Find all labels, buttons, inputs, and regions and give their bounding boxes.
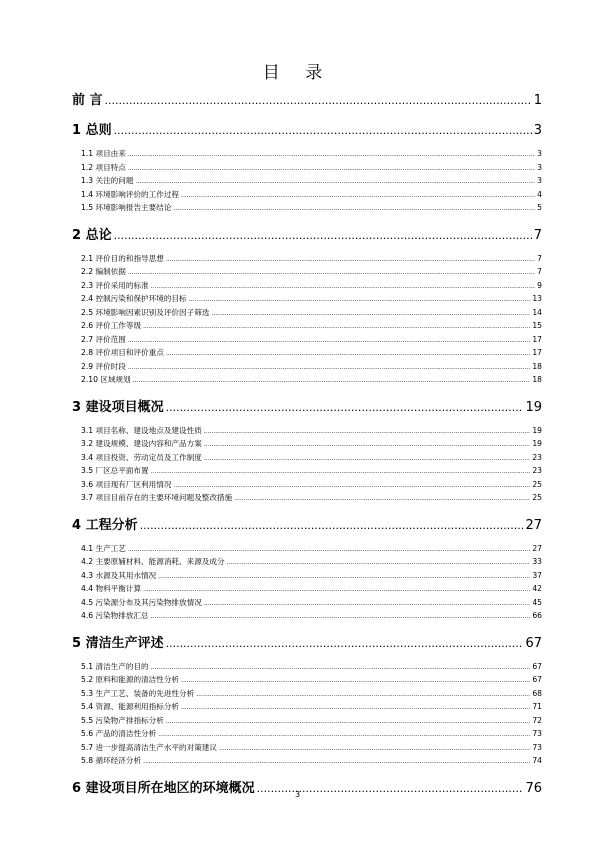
toc-entry-page: 74 — [532, 756, 542, 765]
toc-leader-dots — [227, 556, 531, 570]
toc-entry-page: 9 — [537, 280, 542, 290]
toc-chapter-entry[interactable] — [72, 635, 542, 653]
toc-entry-page: 67 — [532, 661, 542, 671]
toc-title: 目 录 — [262, 63, 333, 83]
toc-entry-label: 5.2 原料和能源的清洁性分析 — [81, 675, 180, 684]
toc-entry-page: 27 — [525, 517, 542, 533]
toc-entry-page: 72 — [532, 715, 542, 725]
toc-leader-dots — [133, 374, 531, 388]
toc-section-entry[interactable] — [72, 437, 542, 451]
toc-entry-page: 71 — [532, 702, 542, 711]
toc-leader-dots — [166, 715, 530, 729]
toc-entry-label: 6 建设项目所在地区的环境概况 — [72, 780, 255, 796]
toc-entry-label: 2.7 评价范围 — [81, 334, 126, 344]
toc-section-entry[interactable] — [72, 754, 542, 768]
toc-entry-page: 23 — [532, 452, 542, 462]
toc-entry-label: 2.3 评价采用的标准 — [81, 280, 149, 290]
toc-section-entry[interactable] — [72, 292, 542, 306]
toc-entry-label: 5.7 进一步提高清洁生产水平的对策建议 — [81, 742, 217, 752]
toc-entry-label: 3.7 项目目前存在的主要环境问题及整改措施 — [81, 493, 233, 502]
toc-section-entry[interactable] — [72, 687, 542, 701]
toc-section-entry[interactable] — [72, 424, 542, 438]
toc-leader-dots — [166, 399, 524, 417]
toc-leader-dots — [151, 465, 531, 479]
toc-entry-page: 19 — [525, 399, 542, 415]
page-number: 3 — [294, 790, 301, 799]
toc-section-entry[interactable] — [72, 279, 542, 293]
toc-entry-label: 2.4 控制污染和保护环境的目标 — [81, 294, 187, 303]
toc-entry-page: 18 — [532, 361, 542, 371]
toc-section-entry[interactable] — [72, 582, 542, 596]
toc-entry-page: 7 — [537, 253, 542, 263]
toc-section-entry[interactable] — [72, 660, 542, 674]
toc-entry-page: 23 — [532, 466, 542, 475]
toc-leader-dots — [181, 701, 530, 715]
toc-section-entry[interactable] — [72, 596, 542, 610]
toc-entry-page: 17 — [532, 348, 542, 357]
toc-leader-dots — [158, 570, 530, 584]
toc-entry-page: 66 — [532, 611, 542, 620]
toc-leader-dots — [219, 742, 530, 756]
toc-chapter-entry[interactable] — [72, 227, 542, 245]
toc-leader-dots — [128, 148, 535, 162]
toc-chapter-entry[interactable] — [72, 517, 542, 535]
toc-section-entry[interactable] — [72, 714, 542, 728]
toc-chapter-entry[interactable] — [72, 399, 542, 417]
toc-entry-label: 2.2 编制依据 — [81, 267, 126, 276]
toc-entry-label: 5.6 产品的清洁性分析 — [81, 729, 157, 738]
toc-entry-page: 13 — [532, 294, 542, 303]
toc-entry-label: 1.3 关注的问题 — [81, 176, 134, 185]
toc-entry-label: 1.1 项目由来 — [81, 149, 126, 158]
toc-section-entry[interactable] — [72, 252, 542, 266]
toc-section-entry[interactable] — [72, 319, 542, 333]
toc-leader-dots — [128, 162, 535, 176]
toc-entry-page: 68 — [532, 688, 542, 698]
toc-entry-label: 1.5 环境影响报告主要结论 — [81, 203, 172, 212]
toc-leader-dots — [204, 425, 531, 439]
toc-leader-dots — [166, 347, 530, 361]
toc-entry-label: 2.8 评价项目和评价重点 — [81, 348, 164, 357]
toc-entry-page: 33 — [532, 557, 542, 566]
toc-leader-dots — [158, 728, 530, 742]
toc-section-entry[interactable] — [72, 360, 542, 374]
toc-section-entry[interactable] — [72, 741, 542, 755]
toc-section-entry[interactable] — [72, 161, 542, 175]
toc-entry-page: 27 — [532, 543, 542, 553]
toc-entry-label: 4.4 物料平衡计算 — [81, 584, 142, 593]
toc-entry-label: 前 言 — [72, 93, 103, 108]
toc-leader-dots — [151, 610, 531, 624]
toc-entry-page: 73 — [532, 742, 542, 752]
toc-entry-page: 17 — [532, 334, 542, 344]
toc-entry-page: 42 — [532, 584, 542, 593]
toc-section-entry[interactable] — [72, 491, 542, 505]
toc-leader-dots — [166, 253, 535, 267]
table-of-contents — [72, 92, 542, 798]
toc-leader-dots — [105, 92, 532, 110]
toc-entry-page: 18 — [532, 375, 542, 384]
toc-leader-dots — [114, 122, 532, 140]
toc-entry-page: 3 — [537, 176, 542, 185]
toc-section-entry[interactable] — [72, 555, 542, 569]
toc-chapter-entry[interactable] — [72, 92, 542, 110]
toc-leader-dots — [204, 438, 531, 452]
toc-entry-page: 25 — [532, 479, 542, 489]
toc-leader-dots — [181, 189, 535, 203]
toc-section-entry[interactable] — [72, 147, 542, 161]
toc-chapter-entry[interactable] — [72, 122, 542, 140]
toc-entry-label: 4.1 生产工艺 — [81, 543, 126, 553]
toc-leader-dots — [128, 266, 535, 280]
toc-entry-label: 3.4 项目投资、劳动定员及工作制度 — [81, 452, 202, 462]
toc-leader-dots — [211, 307, 530, 321]
toc-entry-label: 3 建设项目概况 — [72, 399, 164, 415]
toc-leader-dots — [151, 661, 531, 675]
toc-section-entry[interactable] — [72, 451, 542, 465]
toc-leader-dots — [143, 320, 530, 334]
toc-entry-page: 7 — [537, 267, 542, 276]
toc-section-entry[interactable] — [72, 700, 542, 714]
toc-entry-label: 5.3 生产工艺、装备的先进性分析 — [81, 688, 195, 698]
toc-section-entry[interactable] — [72, 174, 542, 188]
toc-leader-dots — [143, 583, 530, 597]
toc-section-entry[interactable] — [72, 727, 542, 741]
toc-leader-dots — [135, 175, 535, 189]
toc-leader-dots — [189, 293, 531, 307]
toc-entry-label: 5.1 清洁生产的目的 — [81, 661, 149, 671]
toc-entry-label: 1.2 项目特点 — [81, 162, 126, 172]
toc-leader-dots — [128, 334, 530, 348]
toc-leader-dots — [151, 280, 536, 294]
toc-entry-label: 5.8 循环经济分析 — [81, 756, 142, 765]
toc-section-entry[interactable] — [72, 306, 542, 320]
toc-section-entry[interactable] — [72, 569, 542, 583]
toc-entry-page: 45 — [532, 597, 542, 607]
toc-leader-dots — [204, 452, 531, 466]
toc-section-entry[interactable] — [72, 609, 542, 623]
toc-entry-label: 4.3 水源及其用水情况 — [81, 570, 157, 580]
toc-entry-label: 2.6 评价工作等级 — [81, 321, 142, 330]
toc-entry-page: 3 — [537, 162, 542, 172]
toc-entry-label: 3.2 建设规模、建设内容和产品方案 — [81, 439, 202, 448]
toc-entry-page: 15 — [532, 321, 542, 330]
toc-entry-label: 5 清洁生产评述 — [72, 635, 164, 651]
toc-leader-dots — [204, 597, 531, 611]
toc-section-entry[interactable] — [72, 333, 542, 347]
toc-section-entry[interactable] — [72, 373, 542, 387]
toc-entry-page: 37 — [532, 570, 542, 580]
toc-entry-label: 2.1 评价目的和指导思想 — [81, 253, 164, 263]
toc-entry-label: 3.6 项目现有厂区利用情况 — [81, 479, 172, 489]
toc-entry-page: 67 — [532, 675, 542, 684]
toc-entry-label: 2.5 环境影响因素识别及评价因子筛选 — [81, 307, 210, 317]
toc-entry-label: 3.5 厂区总平面布置 — [81, 466, 149, 475]
toc-entry-page: 19 — [532, 425, 542, 435]
toc-entry-label: 4.6 污染物排放汇总 — [81, 611, 149, 620]
toc-entry-label: 4 工程分析 — [72, 517, 138, 533]
toc-leader-dots — [173, 479, 530, 493]
toc-entry-page: 4 — [537, 189, 542, 199]
toc-entry-label: 5.4 资源、能源利用指标分析 — [81, 702, 180, 711]
toc-entry-page: 1 — [533, 93, 542, 108]
toc-leader-dots — [181, 674, 530, 688]
toc-entry-label: 5.5 污染物产排指标分析 — [81, 715, 164, 725]
toc-leader-dots — [196, 688, 530, 702]
toc-entry-page: 67 — [525, 635, 542, 651]
toc-leader-dots — [114, 227, 532, 245]
toc-entry-page: 3 — [537, 149, 542, 158]
toc-entry-page: 25 — [532, 493, 542, 502]
toc-entry-label: 3.1 项目名称、建设地点及建设性质 — [81, 425, 202, 435]
toc-entry-page: 19 — [532, 439, 542, 448]
toc-entry-label: 4.5 污染源分布及其污染物排放情况 — [81, 597, 202, 607]
toc-leader-dots — [143, 755, 530, 769]
toc-entry-page: 3 — [533, 123, 542, 138]
toc-entry-page: 7 — [533, 227, 542, 243]
toc-section-entry[interactable] — [72, 201, 542, 215]
toc-entry-label: 2.10 区域规划 — [81, 375, 131, 384]
toc-leader-dots — [173, 202, 535, 216]
toc-entry-label: 1.4 环境影响评价的工作过程 — [81, 189, 180, 199]
toc-section-entry[interactable] — [72, 464, 542, 478]
toc-leader-dots — [140, 517, 524, 535]
toc-section-entry[interactable] — [72, 188, 542, 202]
toc-leader-dots — [234, 492, 530, 506]
toc-entry-label: 2 总论 — [72, 227, 112, 243]
toc-section-entry[interactable] — [72, 478, 542, 492]
toc-section-entry[interactable] — [72, 673, 542, 687]
toc-entry-label: 2.9 评价时段 — [81, 361, 126, 371]
toc-section-entry[interactable] — [72, 346, 542, 360]
toc-entry-label: 4.2 主要原辅材料、能源消耗、来源及成分 — [81, 557, 225, 566]
toc-entry-page: 14 — [532, 307, 542, 317]
toc-entry-page: 76 — [525, 780, 542, 796]
toc-section-entry[interactable] — [72, 265, 542, 279]
toc-entry-page: 73 — [532, 729, 542, 738]
toc-entry-page: 5 — [537, 203, 542, 212]
toc-leader-dots — [166, 635, 524, 653]
toc-leader-dots — [128, 543, 530, 557]
toc-entry-label: 1 总则 — [72, 123, 112, 138]
toc-section-entry[interactable] — [72, 542, 542, 556]
toc-leader-dots — [128, 361, 530, 375]
